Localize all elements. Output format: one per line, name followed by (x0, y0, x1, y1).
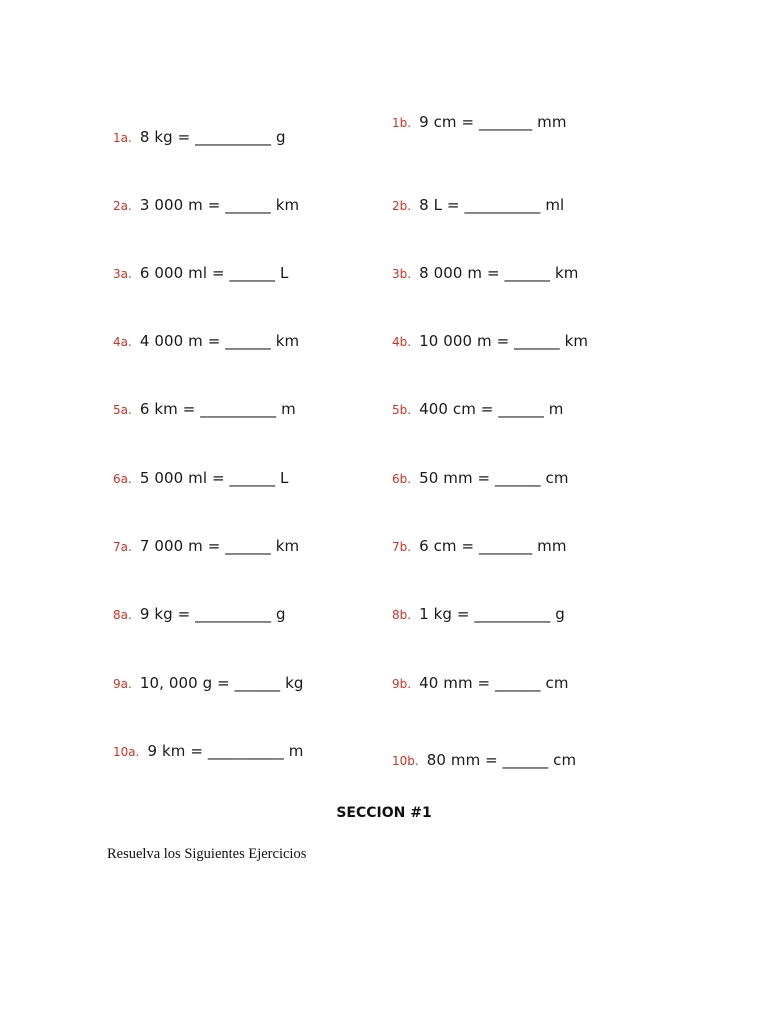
exercise-expression: 4 000 m = ______ km (139, 332, 300, 350)
exercise-8b (392, 604, 565, 625)
exercise-number: 3b. (392, 267, 412, 281)
exercise-number: 10a. (113, 745, 140, 759)
exercise-number: 1b. (392, 116, 412, 130)
exercise-9a (113, 673, 304, 694)
exercise-expression: 9 km = __________ m (147, 742, 304, 760)
exercise-expression: 5 000 ml = ______ L (139, 469, 289, 487)
exercise-8a (113, 604, 286, 625)
exercise-10a (113, 741, 303, 762)
exercise-number: 8b. (392, 608, 412, 622)
exercise-number: 8a. (113, 608, 132, 622)
exercise-expression: 40 mm = ______ cm (419, 674, 569, 692)
exercise-number: 9a. (113, 677, 132, 691)
exercise-expression: 9 cm = _______ mm (419, 113, 567, 131)
exercise-5a (113, 399, 296, 420)
exercise-number: 5a. (113, 403, 132, 417)
exercise-number: 7a. (113, 540, 132, 554)
exercise-expression: 400 cm = ______ m (419, 400, 564, 418)
exercise-number: 9b. (392, 677, 412, 691)
exercise-expression: 8 000 m = ______ km (419, 264, 579, 282)
exercise-6a (113, 468, 288, 489)
exercise-7a (113, 536, 299, 557)
exercise-expression: 10, 000 g = ______ kg (139, 674, 304, 692)
exercise-expression: 9 kg = __________ g (139, 605, 286, 623)
exercise-number: 1a. (113, 131, 132, 145)
exercise-5b (392, 399, 564, 420)
exercise-2a (113, 195, 299, 216)
exercise-number: 3a. (113, 267, 132, 281)
exercise-number: 7b. (392, 540, 412, 554)
exercise-expression: 7 000 m = ______ km (139, 537, 300, 555)
exercise-number: 4a. (113, 335, 132, 349)
exercise-3b (392, 263, 578, 284)
exercise-number: 6a. (113, 472, 132, 486)
exercise-expression: 3 000 m = ______ km (139, 196, 300, 214)
exercise-number: 5b. (392, 403, 412, 417)
exercise-2b (392, 195, 564, 216)
exercise-expression: 8 kg = __________ g (139, 128, 286, 146)
exercise-1b (392, 112, 567, 133)
exercise-expression: 6 000 ml = ______ L (139, 264, 289, 282)
exercise-number: 2a. (113, 199, 132, 213)
exercise-1a (113, 127, 286, 148)
exercise-number: 6b. (392, 472, 412, 486)
exercise-number: 4b. (392, 335, 412, 349)
exercise-expression: 50 mm = ______ cm (419, 469, 569, 487)
exercise-expression: 1 kg = __________ g (419, 605, 565, 623)
exercise-7b (392, 536, 567, 557)
exercise-6b (392, 468, 569, 489)
exercise-expression: 6 cm = _______ mm (419, 537, 567, 555)
instructions-text: Resuelva los Siguientes Ejercicios (107, 846, 307, 862)
exercise-number: 10b. (392, 754, 419, 768)
exercise-9b (392, 673, 569, 694)
exercise-expression: 80 mm = ______ cm (426, 751, 577, 769)
exercise-4b (392, 331, 588, 352)
section-title: SECCION #1 (336, 805, 432, 821)
exercise-10b (392, 750, 576, 771)
exercise-expression: 6 km = __________ m (139, 400, 296, 418)
exercise-4a (113, 331, 299, 352)
exercise-number: 2b. (392, 199, 412, 213)
exercise-expression: 8 L = __________ ml (419, 196, 565, 214)
exercise-expression: 10 000 m = ______ km (419, 332, 589, 350)
exercise-3a (113, 263, 288, 284)
